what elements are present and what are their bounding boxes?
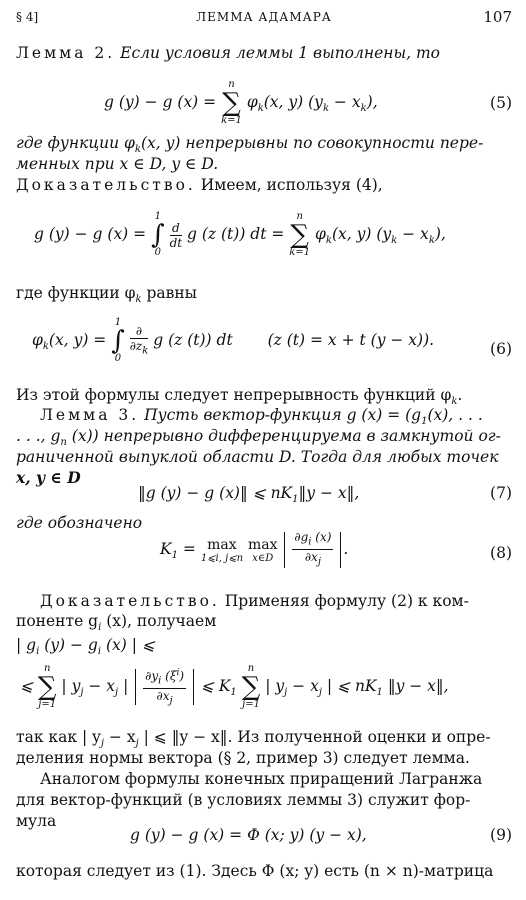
- proof-heading-2: Доказательство. Применяя формулу (2) к ком-: [40, 592, 469, 610]
- lemma-2-continuation: где функции $\varphi_k(x$, y) непрерывны по совокупности пере-: [16, 134, 484, 156]
- since-line: так как | $y_j - x_j$ | ⩽ ‖y − x‖. Из полученной оценки и опре-: [16, 728, 491, 750]
- notation-intro: где обозначено: [16, 514, 143, 532]
- equation-8: $K_1$ = max 1⩽i, j⩽n max x∈D $\frac{\partial g_i (x)}{\partial x_j}$ .: [160, 530, 349, 568]
- lagrange-line-2: для вектор-функций (в условиях леммы 3) служит фор-: [16, 791, 471, 809]
- phi-definition-intro: где функции $\varphi_k$ равны: [16, 284, 197, 306]
- continuity-statement: Из этой формулы следует непрерывность функций $\varphi_k$.: [16, 386, 463, 408]
- equation-proof-integral: g (y) − g (x) = 1 ∫ 0 $\frac{d}{dt}$ g (z (t)) dt = n ∑ k=1 $\varphi_k(x$, y) $(y_k - x_k)$,: [34, 211, 446, 258]
- equation-6: $\varphi_k(x$, y) = 1 ∫ 0 $\frac{\partial}{\partial z_k}$ g (z (t)) dt (z (t) = x + t (y − x)).: [32, 317, 435, 364]
- section-number: § 4]: [16, 10, 39, 24]
- equation-5: g (y) − g (x) = n ∑ k=1 $\varphi_k(x$, y) $(y_k - x_k)$,: [104, 79, 378, 126]
- lemma-3-line-4: x, y ∈ D: [16, 468, 81, 487]
- lemma-3-line-3: раниченной выпуклой области D. Тогда для любых точек: [16, 448, 499, 466]
- lemma-2-end: менных при x ∈ D, y ∈ D.: [16, 155, 219, 173]
- equation-number-9: (9): [490, 826, 512, 844]
- norm-line: деления нормы вектора (§ 2, пример 3) следует лемма.: [16, 749, 470, 767]
- equation-number-5: (5): [490, 94, 512, 112]
- page-number: 107: [483, 8, 512, 26]
- matrix-line: которая следует из (1). Здесь Φ (x; y) есть (n × n)-матрица: [16, 862, 494, 880]
- equation-number-7: (7): [490, 484, 512, 502]
- proof-heading-1: Доказательство. Имеем, используя (4),: [16, 176, 383, 194]
- equation-number-8: (8): [490, 544, 512, 562]
- proof-2-line-3: | $g_i$ $(y) - g_i$ (x) | ⩽: [16, 636, 155, 658]
- equation-number-6: (6): [490, 340, 512, 358]
- running-header: [16, 8, 512, 30]
- equation-7: ‖g (y) − g (x)‖ ⩽ $nK_1‖y$ − x‖,: [138, 484, 360, 506]
- lagrange-line-3: мула: [16, 812, 57, 830]
- lemma-2-statement: Лемма 2. Если условия леммы 1 выполнены, то: [16, 44, 440, 62]
- equation-inequality-chain: ⩽ n ∑ j=1 | $y_j - x_j$ | $\frac{\partial y_i (\xi^i)}{\partial x_j}$ ⩽ $K_1$ n ∑ j=1 | $y_j - x_j$ | ⩽ $nK_1$ ‖y − x‖,: [20, 663, 449, 710]
- lemma-3-line-2: . . ., $g_n$ (x)) непрерывно дифференцируема в замкнутой ог-: [16, 427, 501, 449]
- lemma-3-statement: Лемма 3. Пусть вектор-функция g $(x) = (g_1(x)$, . . .: [40, 406, 483, 428]
- running-title: ЛЕММА АДАМАРА: [196, 10, 332, 24]
- proof-2-line-2: поненте $g_i$ (x), получаем: [16, 612, 217, 634]
- equation-9: g (y) − g (x) = Φ (x; y) (y − x),: [130, 826, 367, 844]
- lagrange-line-1: Аналогом формулы конечных приращений Лагранжа: [40, 770, 483, 788]
